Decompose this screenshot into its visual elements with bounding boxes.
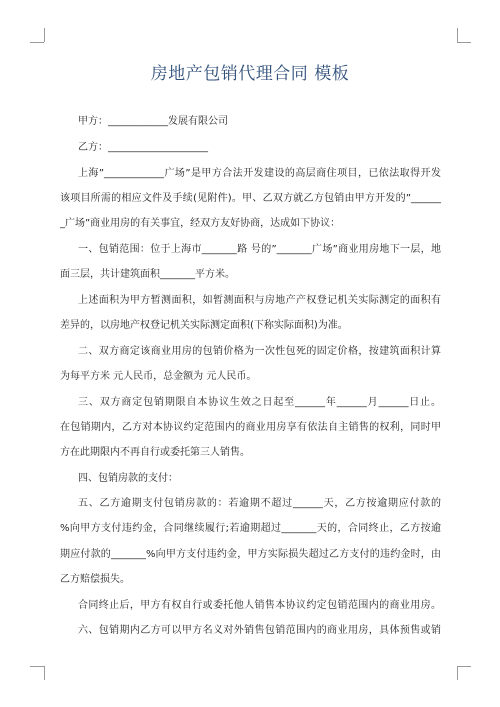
- clause-5-line-3: 期应付款的_______%向甲方支付违约金，甲方实际损失超过乙方支付的违约金时，由: [60, 549, 441, 560]
- clause-2-line-1: 二、双方商定该商业用房的包销价格为一次性包死的固定价格，按建筑面积计算: [78, 346, 441, 357]
- crop-mark-top-left-v: [44, 28, 45, 42]
- clause-3-line-1: 三、双方商定包销期限自本协议生效之日起至______年______月______日止。: [78, 397, 441, 408]
- party-b-line: 乙方：____________________: [78, 142, 208, 153]
- document-title: 房地产包销代理合同 模板: [150, 64, 350, 84]
- crop-mark-top-left-h: [30, 42, 44, 43]
- clause-3-line-2: 在包销期内，乙方对本协议约定范围内的商业用房享有依法自主销售的权利，同时甲: [60, 422, 441, 433]
- party-a-line: 甲方：____________发展有限公司: [78, 116, 228, 127]
- clause-3-line-3: 方在此期限内不再自行或委托第三人销售。: [60, 447, 250, 458]
- clause-6-line-1: 六、包销期内乙方可以甲方名义对外销售包销范围内的商业用房，具体预售或销: [78, 625, 441, 636]
- clause-4-line: 四、包销房款的支付：: [78, 473, 178, 484]
- area-note-line-1: 上述面积为甲方暂测面积，如暂测面积与房地产产权登记机关实际测定的面积有: [78, 295, 441, 306]
- crop-mark-bottom-right-v: [457, 666, 458, 680]
- crop-mark-bottom-left-h: [30, 666, 44, 667]
- clause-1-line-2: 面三层，共计建筑面积_______平方米。: [60, 269, 235, 280]
- clause-5-line-1: 五、乙方逾期支付包销房款的：若逾期不超过______天，乙方按逾期应付款的: [78, 498, 441, 509]
- clause-5-line-2: %向甲方支付违约金，合同继续履行;若逾期超过_______天的，合同终止，乙方按逾: [60, 523, 441, 534]
- termination-line: 合同终止后，甲方有权自行或委托他人销售本协议约定包销范围内的商业用房。: [78, 600, 441, 611]
- clause-1-line-1: 一、包销范围：位于上海市_______路 号的”_______广场”商业用房地下一层，地: [78, 244, 441, 255]
- area-note-line-2: 差异的，以房地产权登记机关实际测定面积(下称实际面积)为准。: [60, 320, 348, 331]
- clause-5-line-4: 乙方赔偿损失。: [60, 574, 130, 585]
- intro-line-3: _广场”商业用房的有关事宜，经双方友好协商，达成如下协议：: [60, 218, 341, 229]
- crop-mark-top-right-h: [457, 42, 471, 43]
- crop-mark-top-right-v: [457, 28, 458, 42]
- clause-2-line-2: 为每平方米 元人民币，总金额为 元人民币。: [60, 371, 257, 382]
- crop-mark-bottom-right-h: [457, 666, 471, 667]
- crop-mark-bottom-left-v: [44, 666, 45, 680]
- intro-line-2: 该项目所需的相应文件及手续(见附件)。甲、乙双方就乙方包销由甲方开发的”______: [60, 193, 441, 204]
- intro-line-1: 上海”____________广场”是甲方合法开发建设的高层商住项目，已依法取得开发: [78, 168, 441, 179]
